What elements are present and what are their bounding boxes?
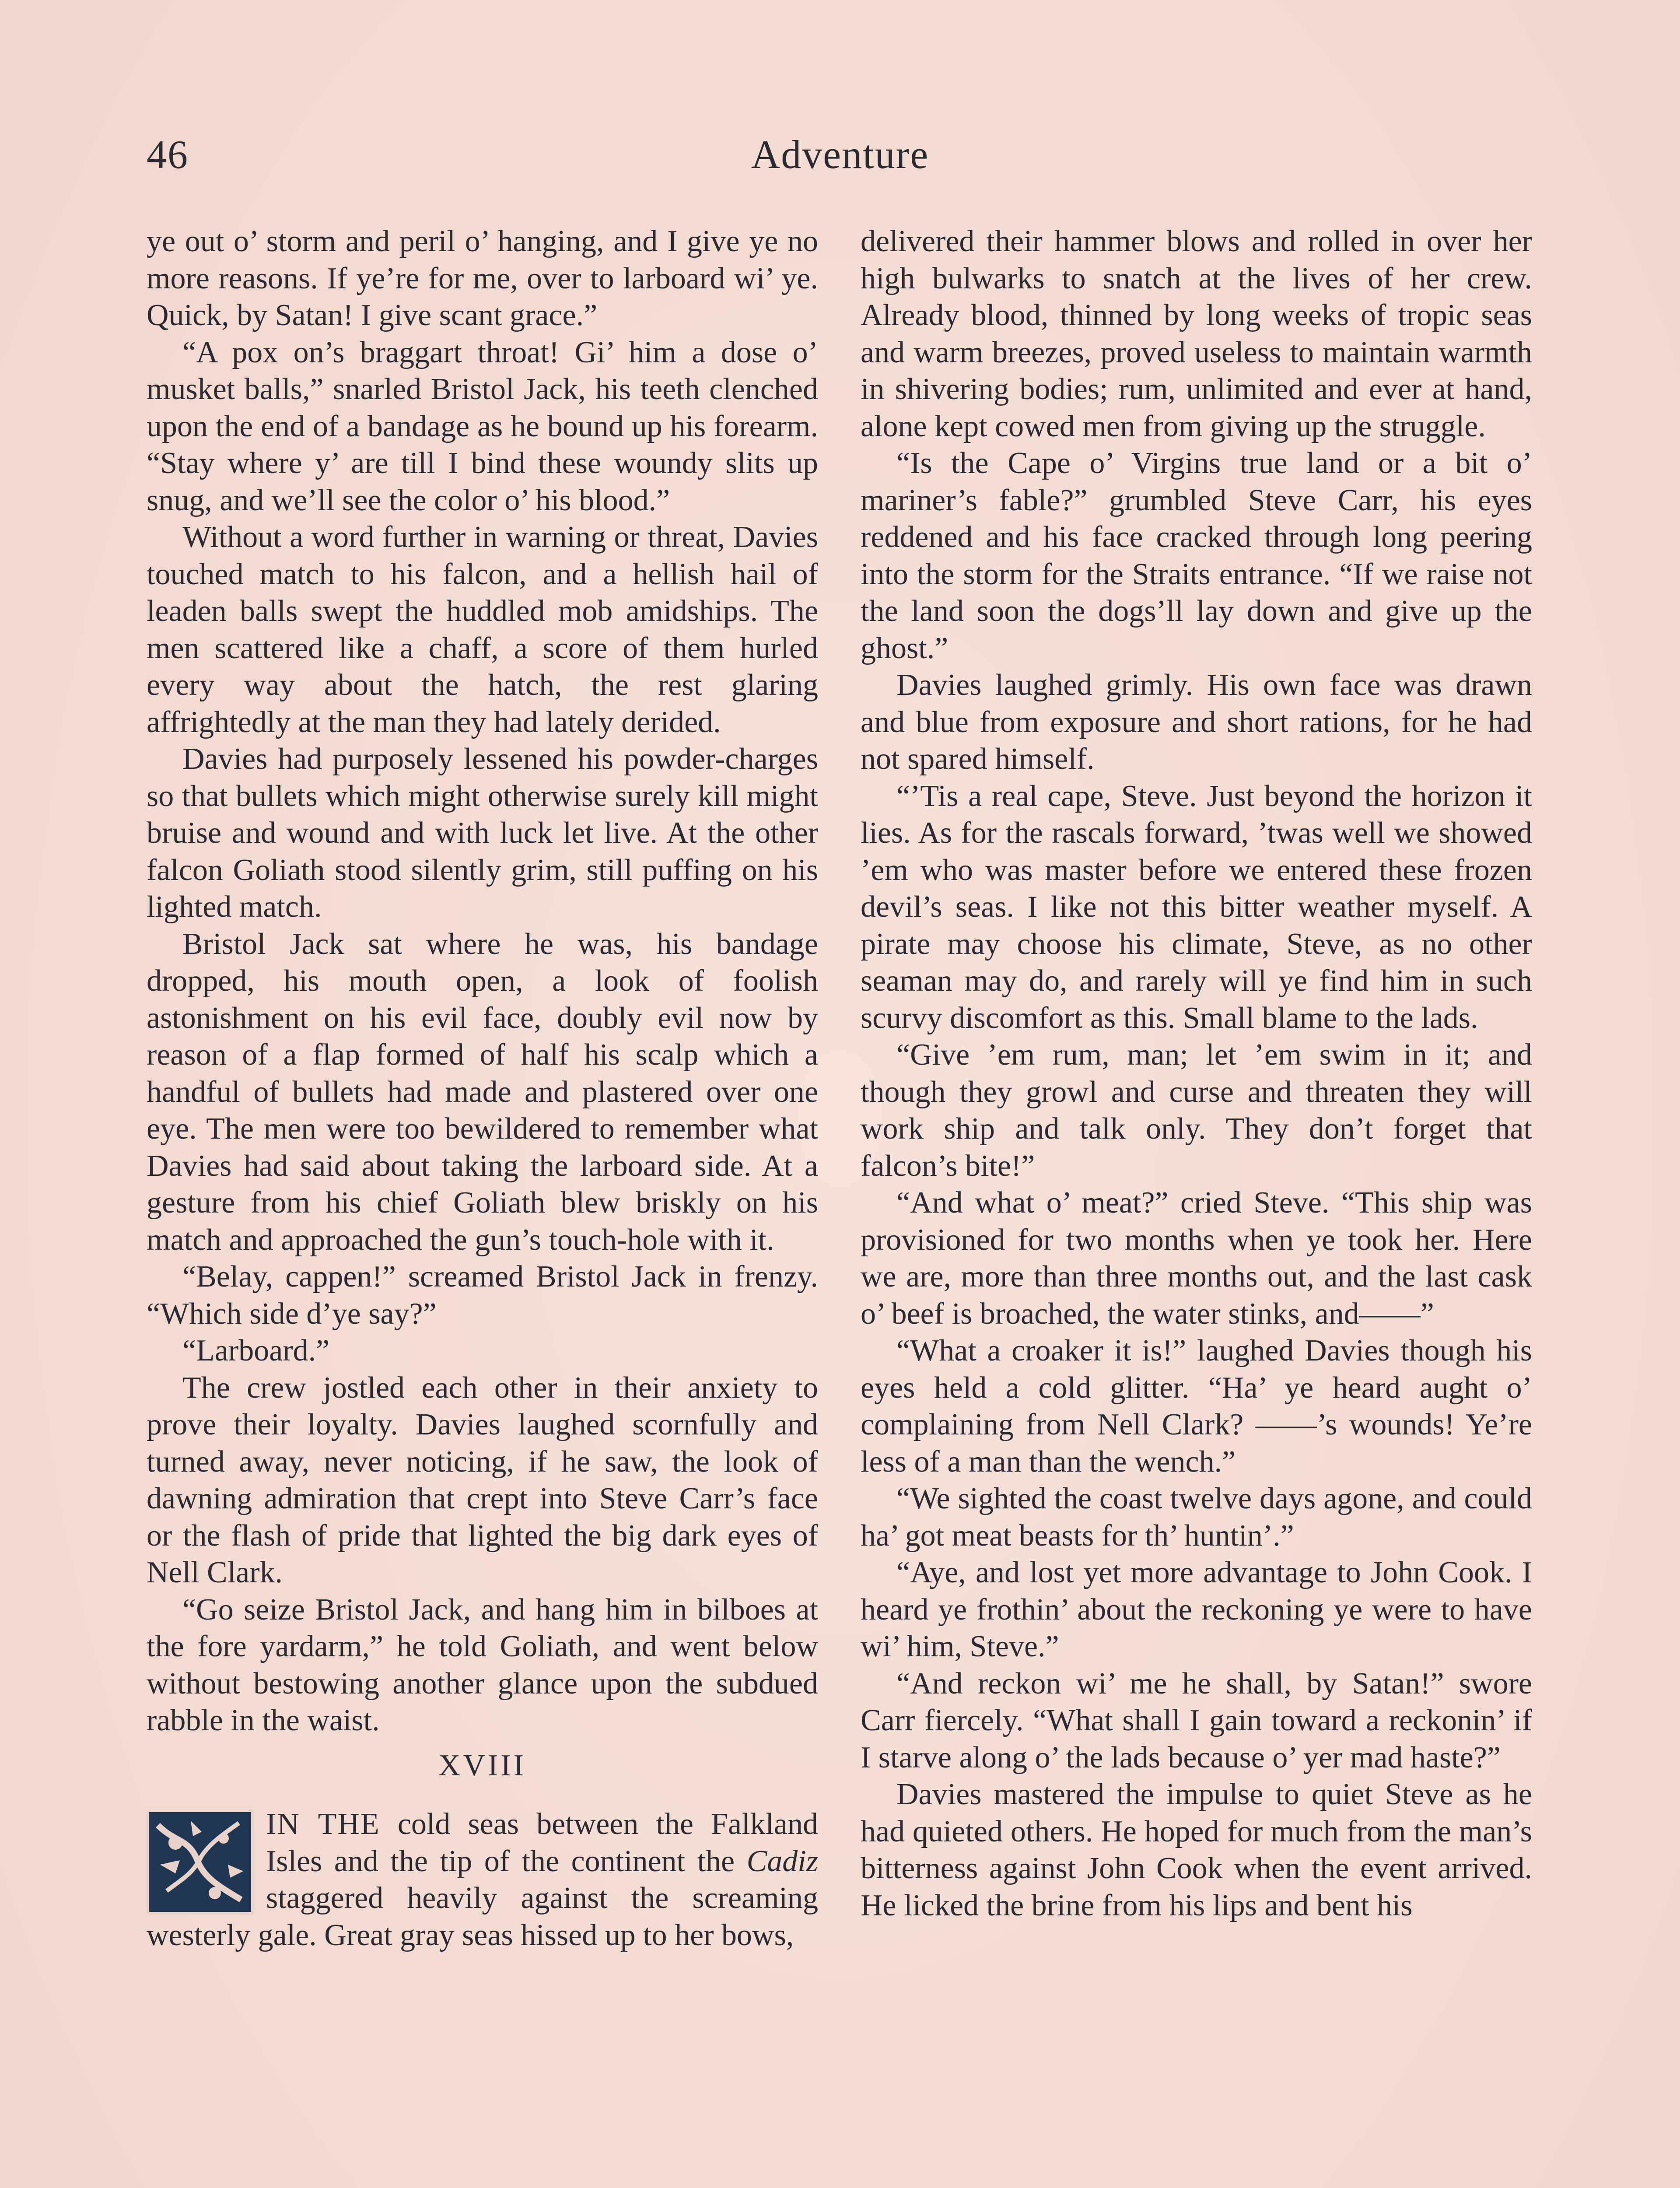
right-column: [861, 223, 1532, 1924]
ship-name: Cadiz: [746, 1844, 818, 1878]
paragraph: “What a croaker it is!” laughed Davies though his eyes held a cold glitter. “Ha’ ye heard aught o’ complaining from Nell Clark? ——’s wounds! Ye’re less of a man than the wench.”: [861, 1334, 1532, 1479]
opening-paragraph: [147, 1806, 818, 1954]
paragraph: Davies laughed grimly. His own face was drawn and blue from exposure and short rations, for he had not spared himself.: [861, 668, 1532, 776]
paragraph: The crew jostled each other in their anxiety to prove their loyalty. Davies laughed scornfully and turned away, never noticing, if he saw, the look of dawning admiration that crept into Steve Carr’s face or the flash of pride that lighted the big dark eyes of Nell Clark.: [147, 1371, 818, 1589]
ornamental-woodcut-icon: [147, 1809, 254, 1914]
page-header: [0, 131, 1680, 184]
chapter-heading: XVIII: [438, 1748, 527, 1782]
paragraph: “A pox on’s braggart throat! Gi’ him a dose o’ musket balls,” snarled Bristol Jack, his teeth clenched upon the end of a bandage as he bound up his forearm. “Stay where y’ are till I bind these woundy slits up snug, and we’ll see the color o’ his blood.”: [147, 335, 818, 517]
paragraph: “Larboard.”: [182, 1334, 330, 1368]
paragraph-text: cold seas between the Falkland Isles and the tip of the continent the: [266, 1807, 818, 1878]
paragraph: delivered their hammer blows and rolled in over her high bulwarks to snatch at the lives of her crew. Already blood, thinned by long weeks of tropic seas and warm breezes, proved useless to maintain warmth in shivering bodies; rum, unlimited and ever at hand, alone kept cowed men from giving up the struggle.: [861, 224, 1532, 443]
dropcap-opening-words: IN THE: [266, 1807, 380, 1841]
paragraph: “And what o’ meat?” cried Steve. “This ship was provisioned for two months when ye took her. Here we are, more than three months out, and the last cask o’ beef is broached, the water stinks, and——”: [861, 1186, 1532, 1331]
paragraph: “Go seize Bristol Jack, and hang him in bilboes at the fore yardarm,” he told Goliath, and went below without bestowing another glance upon the subdued rabble in the waist.: [147, 1592, 818, 1737]
paragraph: Davies had purposely lessened his powder-charges so that bullets which might otherwise surely kill might bruise and wound and with luck let live. At the other falcon Goliath stood silently grim, still puffing on his lighted match.: [147, 742, 818, 924]
running-title: Adventure: [751, 132, 929, 177]
paragraph: “’Tis a real cape, Steve. Just beyond the horizon it lies. As for the rascals forward, ’twas well we showed ’em who was master before we entered these frozen devil’s seas. I like not this bitter weather myself. A pirate may choose his climate, Steve, as no other seaman may do, and rarely will ye find him in such scurvy discomfort as this. Small blame to the lads.: [861, 779, 1532, 1035]
paragraph: “Give ’em rum, man; let ’em swim in it; and though they growl and curse and threaten they will work ship and talk only. They don’t forget that falcon’s bite!”: [861, 1038, 1532, 1183]
left-column: [147, 223, 818, 1954]
paragraph: ye out o’ storm and peril o’ hanging, and I give ye no more reasons. If ye’re for me, over to larboard wi’ ye. Quick, by Satan! I give scant grace.”: [147, 224, 818, 332]
paragraph: “Belay, cappen!” screamed Bristol Jack in frenzy. “Which side d’ye say?”: [147, 1260, 818, 1331]
paragraph: Without a word further in warning or threat, Davies touched match to his falcon, and a hellish hail of leaden balls swept the huddled mob amidships. The men scattered like a chaff, a score of them hurled every way about the hatch, the rest glaring affrightedly at the man they had lately derided.: [147, 520, 818, 739]
paragraph: Bristol Jack sat where he was, his bandage dropped, his mouth open, a look of foolish astonishment on his evil face, doubly evil now by reason of a flap formed of half his scalp which a handful of bullets had made and plastered over one eye. The men were too bewildered to remember what Davies had said about taking the larboard side. At a gesture from his chief Goliath blew briskly on his match and approached the gun’s touch-hole with it.: [147, 927, 818, 1257]
paragraph: Davies mastered the impulse to quiet Steve as he had quieted others. He hoped for much from the man’s bitterness against John Cook when the event arrived. He licked the brine from his lips and bent his: [861, 1778, 1532, 1922]
paragraph: “We sighted the coast twelve days agone, and could ha’ got meat beasts for th’ huntin’.”: [861, 1482, 1532, 1553]
paragraph-text: staggered heavily against the screaming westerly gale. Great gray seas hissed up to her bows,: [147, 1881, 818, 1952]
paragraph: “And reckon wi’ me he shall, by Satan!” swore Carr fiercely. “What shall I gain toward a reckonin’ if I starve along o’ the lads because o’ yer mad haste?”: [861, 1666, 1532, 1774]
page-number: 46: [147, 132, 189, 177]
paragraph: “Aye, and lost yet more advantage to John Cook. I heard ye frothin’ about the reckoning ye were to have wi’ him, Steve.”: [861, 1556, 1532, 1663]
paragraph: “Is the Cape o’ Virgins true land or a bit o’ mariner’s fable?” grumbled Steve Carr, his eyes reddened and his face cracked through long peering into the storm for the Straits entrance. “If we raise not the land soon the dogs’ll lay down and give up the ghost.”: [861, 446, 1532, 665]
